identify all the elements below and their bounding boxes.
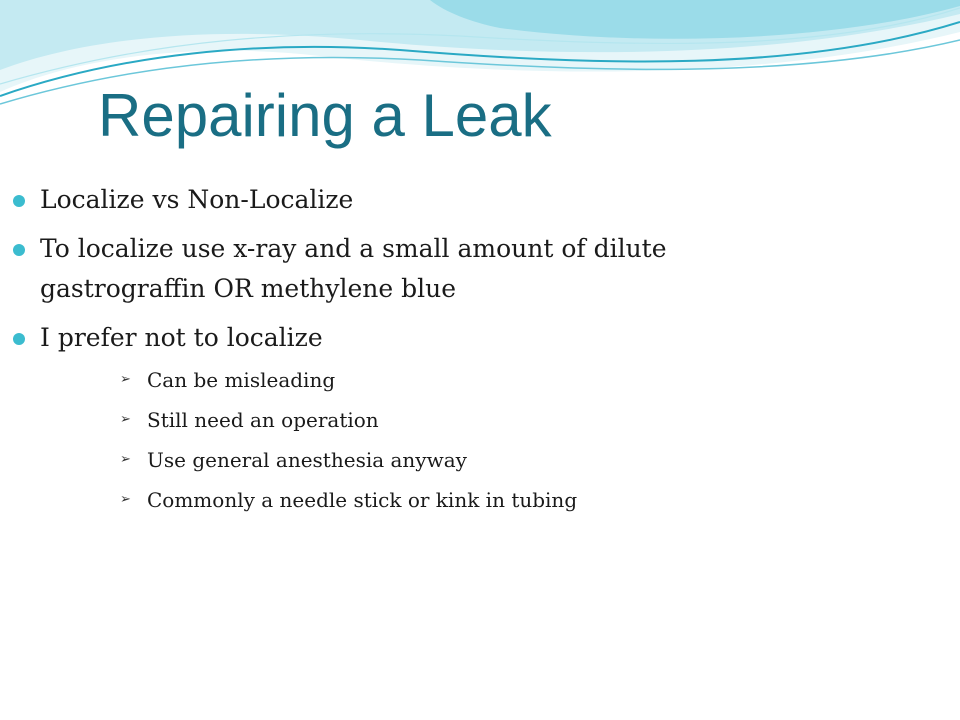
sub-bullet-text: Use general anesthesia anyway [147, 448, 467, 472]
sub-bullet-item [40, 440, 810, 480]
sub-bullet-text: Can be misleading [147, 368, 336, 392]
arrowhead-bullet-icon: ➢ [120, 492, 131, 507]
sub-bullet-text: Commonly a needle stick or kink in tubing [147, 488, 578, 512]
sub-bullet-list [40, 360, 810, 520]
sub-bullet-item [40, 360, 810, 400]
bullet-item [0, 180, 960, 220]
bullet-item [0, 318, 960, 520]
bullet-text: Localize vs Non-Localize [40, 185, 354, 214]
bullet-text: To localize use x-ray and a small amount of dilute gastrograffin OR methylene blue [40, 234, 667, 303]
bullet-icon [13, 195, 25, 207]
arrowhead-bullet-icon: ➢ [120, 412, 131, 427]
bullet-icon [13, 244, 25, 256]
bullet-item [0, 229, 960, 309]
bullet-text: I prefer not to localize [40, 323, 323, 352]
arrowhead-bullet-icon: ➢ [120, 452, 131, 467]
arrowhead-bullet-icon: ➢ [120, 372, 131, 387]
sub-bullet-item [40, 400, 810, 440]
bullet-icon [13, 333, 25, 345]
sub-bullet-text: Still need an operation [147, 408, 379, 432]
bullet-list [0, 180, 960, 529]
slide-title: Repairing a Leak [98, 82, 552, 149]
sub-bullet-item [40, 480, 810, 520]
